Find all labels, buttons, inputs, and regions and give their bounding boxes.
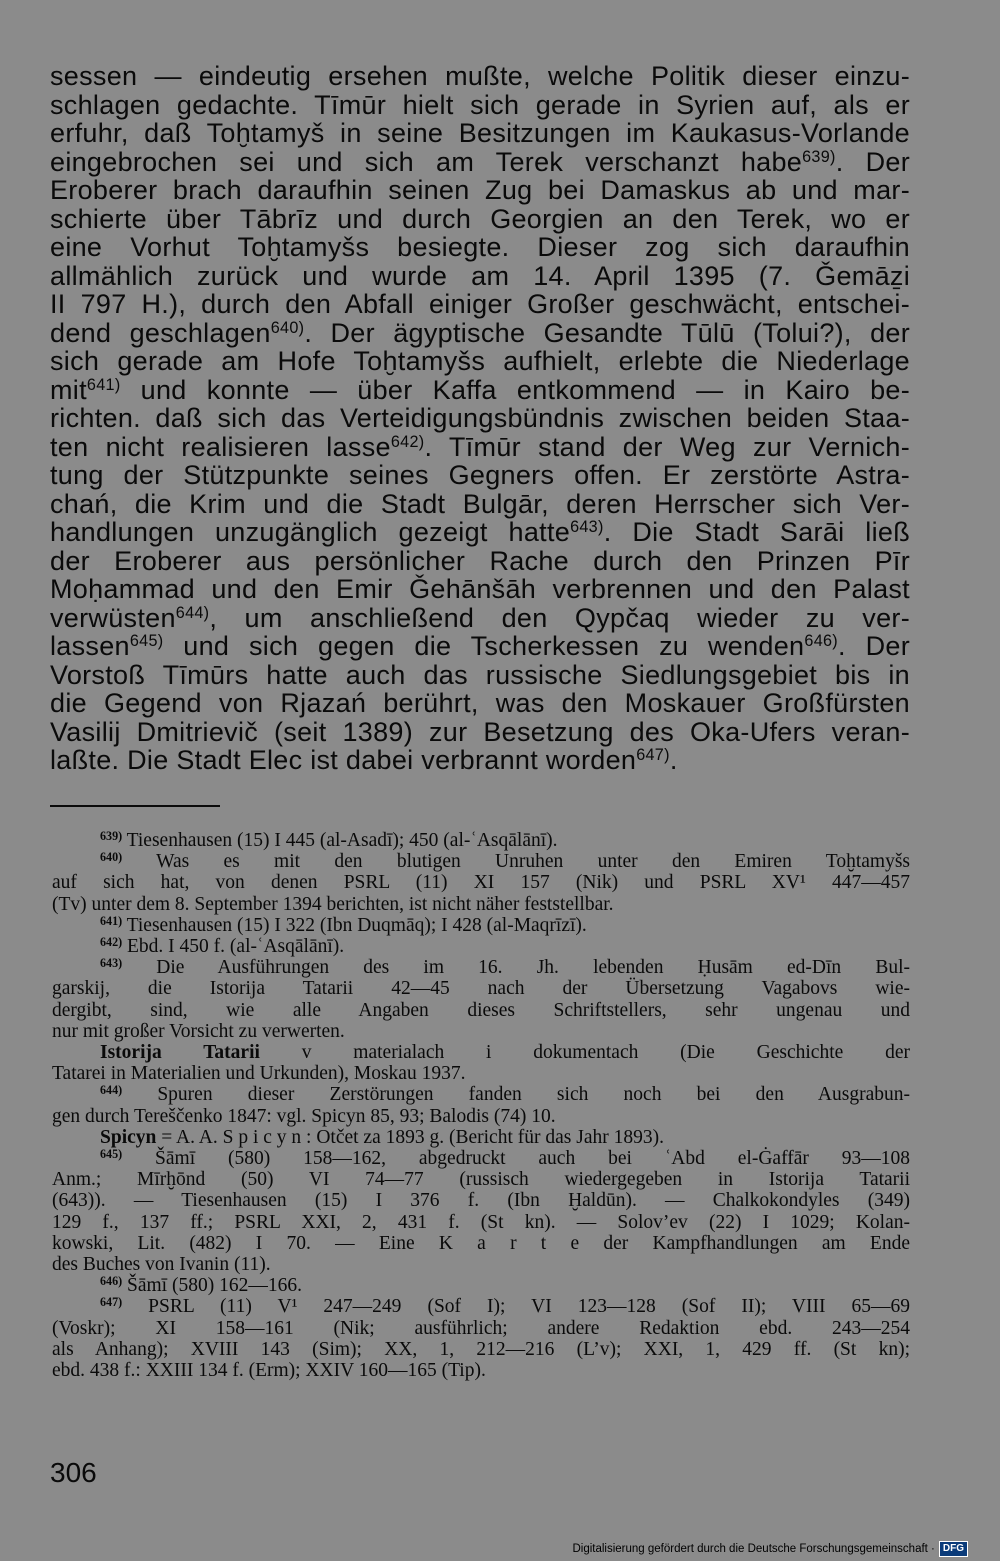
footnote-ref: 641): [86, 375, 121, 394]
footnote-line: [52, 915, 910, 936]
text-line: [50, 233, 910, 262]
text-line: [50, 262, 910, 291]
footnote-number: 639): [100, 828, 123, 843]
footnote-text: PSRL (11) V¹ 247—249 (Sof I); VI 123—128 (Sof II); VIII 65—69: [122, 1296, 910, 1318]
footnote-number: 645): [100, 1147, 123, 1162]
footnote-text: dergibt, sind, wie alle Angaben dieses Schriftstellers, sehr ungenau und: [52, 999, 910, 1021]
text-line: [50, 433, 910, 462]
page-number: 306: [50, 1457, 97, 1488]
footnote-number: 641): [100, 913, 123, 928]
footnote-text: Šāmī (580) 162—166.: [122, 1275, 302, 1297]
bibliography-keyword: Istorija Tatarii: [100, 1042, 260, 1064]
bibliography-keyword: Spicyn: [100, 1126, 157, 1148]
footnote-text: als Anhang); XVIII 143 (Sim); XX, 1, 212—216 (L’v); XXI, 1, 429 ff. (St kn);: [52, 1338, 910, 1360]
footnote-text: Was es mit den blutigen Unruhen unter den Emiren Toḫtamyšs: [122, 851, 910, 873]
text-run: sessen — eindeutig ersehen mußte, welche Politik dieser einzu-: [50, 61, 910, 91]
text-run: .: [669, 745, 678, 775]
credit-text: Digitalisierung gefördert durch die Deutsche Forschungsgemeinschaft ·: [572, 1543, 935, 1555]
text-line: [50, 689, 910, 718]
text-run: schierte über Tābrīz und durch Georgien an den Terek, wo er: [50, 203, 910, 234]
footnote-text: Tatarei in Materialien und Urkunden), Moskau 1937.: [52, 1063, 466, 1085]
text-run: . Der: [835, 146, 910, 177]
footnote-line: [52, 1127, 910, 1148]
text-run: laßte. Die Stadt Elec ist dabei verbrannt worden: [50, 745, 637, 775]
text-run: . Tīmūr stand der Weg zur Vernich-: [424, 431, 910, 462]
footnote-number: 640): [100, 850, 123, 865]
footnote-text: des Buches von Ivanin (11).: [52, 1254, 271, 1276]
text-run: chań, die Krim und die Stadt Bulgār, deren Herrscher sich Ver-: [50, 488, 910, 519]
footnote-ref: 647): [636, 746, 670, 765]
footnote-line: [52, 1233, 910, 1254]
text-line: [50, 319, 910, 348]
text-run: und sich gegen die Tscherkessen zu wenden: [163, 631, 805, 661]
footnote-text: Tiesenhausen (15) I 445 (al-Asadī); 450 (al-ʿAsqālānī).: [122, 830, 558, 851]
footnote-line: [52, 1254, 910, 1275]
footnote-text: Šāmī (580) 158—162, abgedruckt auch bei ʿAbd el-Ġaffār 93—108: [122, 1148, 910, 1170]
footnote-line: [52, 1000, 910, 1021]
text-run: und konnte — über Kaffa entkommend — in Kairo be-: [120, 374, 910, 405]
footnotes: [52, 830, 910, 1381]
footnote-text: Ebd. I 450 f. (al-ʿAsqālānī).: [122, 936, 345, 958]
text-run: dend geschlagen: [50, 317, 271, 348]
text-run: handlungen unzugänglich gezeigt hatte: [50, 517, 571, 547]
text-run: Moḥammad und den Emir Ǧehānšāh verbrennen und den Palast: [50, 574, 910, 604]
footnote-text: (643)). — Tiesenhausen (15) I 376 f. (Ibn Ḫaldūn). — Chalkokondyles (349): [52, 1190, 910, 1212]
footnote-ref: 644): [175, 603, 210, 622]
text-line: [50, 518, 910, 547]
text-line: [50, 718, 910, 747]
footnote-line: [52, 1339, 910, 1360]
text-run: die Gegend von Rjazań berührt, was den Moskauer Großfürsten: [50, 688, 910, 718]
text-line: [50, 347, 910, 376]
footnote-ref: 645): [129, 632, 164, 651]
footnote-text: (Tv) unter dem 8. September 1394 berichten, ist nicht näher feststellbar.: [52, 893, 614, 915]
footnote-text: auf sich hat, von denen PSRL (11) XI 157 (Nik) und PSRL XV¹ 447—457: [52, 872, 910, 894]
text-run: Vasilij Dmitrievič (seit 1389) zur Besetzung des Oka-Ufers veran-: [50, 716, 910, 747]
footnote-line: [52, 1296, 910, 1317]
footnote-line: [52, 1148, 910, 1169]
text-run: sich gerade am Hofe Toḫtamyšs aufhielt, erlebte die Niederlage: [50, 346, 910, 376]
footnote-line: [52, 1084, 910, 1105]
text-run: eingebrochen sei und sich am Terek verschanzt habe: [50, 146, 803, 177]
text-line: [50, 547, 910, 576]
footnote-text: (Voskr); XI 158—161 (Nik; ausführlich; andere Redaktion ebd. 243—254: [52, 1317, 910, 1339]
footnote-line: [52, 1042, 910, 1063]
footnote-line: [52, 978, 910, 999]
text-run: . Der: [838, 631, 911, 661]
text-line: [50, 632, 910, 661]
footnote-text: Tiesenhausen (15) I 322 (Ibn Duqmāq); I 428 (al-Maqrīzī).: [122, 914, 587, 936]
text-run: II 797 H.), durch den Abfall einiger Großer geschwächt, entschei-: [50, 289, 910, 319]
text-run: verwüsten: [50, 602, 176, 633]
footnote-number: 643): [100, 956, 123, 971]
text-run: . Der ägyptische Gesandte Tūlū (Tolui?), der: [304, 317, 910, 348]
footnote-line: [52, 1021, 910, 1042]
footnote-number: 642): [100, 934, 123, 949]
text-line: [50, 490, 910, 519]
text-line: [50, 205, 910, 234]
text-run: schlagen gedachte. Tīmūr hielt sich gerade in Syrien auf, als er: [50, 89, 910, 120]
footnote-line: [52, 1212, 910, 1233]
text-line: [50, 148, 910, 177]
footnote-text: gen durch Tereščenko 1847: vgl. Spicyn 85, 93; Balodis (74) 10.: [52, 1105, 556, 1127]
footnote-number: 646): [100, 1274, 123, 1289]
footnote-text: Spuren dieser Zerstörungen fanden sich noch bei den Ausgrabun-: [122, 1084, 910, 1106]
text-run: richten. daß sich das Verteidigungsbündnis zwischen beiden Staa-: [50, 403, 910, 433]
dfg-logo-icon: DFG: [939, 1541, 968, 1557]
footnote-line: [52, 957, 910, 978]
text-run: mit: [50, 374, 87, 405]
text-line: [50, 176, 910, 205]
footnote-line: [52, 1318, 910, 1339]
footnote-ref: 639): [802, 147, 836, 166]
text-run: erfuhr, daß Toḫtamyš in seine Besitzungen im Kaukasus-Vorlande: [50, 118, 910, 148]
footnote-text: garskij, die Istorija Tatarii 42—45 nach der Übersetzung Vagabovs wie-: [52, 978, 910, 1000]
footnote-number: 647): [100, 1295, 123, 1310]
text-line: [50, 62, 910, 91]
text-line: [50, 461, 910, 490]
text-line: [50, 91, 910, 120]
text-run: ten nicht realisieren lasse: [50, 431, 391, 462]
digitization-credit: [572, 1541, 968, 1557]
footnote-line: [52, 872, 910, 893]
text-line: [50, 376, 910, 405]
footnote-line: [52, 1169, 910, 1190]
text-run: Vorstoß Tīmūrs hatte auch das russische Siedlungsgebiet bis in: [50, 659, 910, 690]
footnote-line: [52, 1360, 910, 1381]
text-line: [50, 604, 910, 633]
footnote-text: v materialach i dokumentach (Die Geschichte der: [259, 1042, 910, 1064]
footnote-separator: [50, 805, 220, 807]
text-run: lassen: [50, 631, 130, 661]
text-line: [50, 404, 910, 433]
footnote-line: [52, 894, 910, 915]
footnote-text: Anm.; Mīrḫōnd (50) VI 74—77 (russisch wiedergegeben in Istorija Tatarii: [52, 1169, 910, 1191]
footnote-ref: 646): [804, 632, 838, 651]
footnote-line: [52, 851, 910, 872]
footnote-text: ebd. 438 f.: XXIII 134 f. (Erm); XXIV 160—165 (Tip).: [52, 1360, 486, 1382]
footnote-text: = A. A. S p i c y n : Otčet za 1893 g. (Bericht für das Jahr 1893).: [156, 1126, 664, 1148]
footnote-ref: 643): [570, 518, 604, 537]
footnote-line: [52, 1190, 910, 1211]
footnote-line: [52, 1063, 910, 1084]
footnote-line: [52, 936, 910, 957]
text-run: allmählich zurück und wurde am 14. April 1395 (7. Ǧemāẕi: [50, 260, 910, 291]
text-line: [50, 290, 910, 319]
main-text: [50, 62, 910, 775]
footnote-text: 129 f., 137 ff.; PSRL XXI, 2, 431 f. (St kn). — Solov’ev (22) I 1029; Kolan-: [52, 1211, 910, 1233]
text-run: . Die Stadt Sarāi ließ: [603, 517, 910, 547]
text-run: eine Vorhut Toḫtamyšs besiegte. Dieser zog sich daraufhin: [50, 232, 910, 262]
text-run: Eroberer brach daraufhin seinen Zug bei Damaskus ab und mar-: [50, 175, 910, 205]
footnote-number: 644): [100, 1083, 123, 1098]
footnote-ref: 642): [390, 432, 425, 451]
footnote-text: kowski, Lit. (482) I 70. — Eine K a r t e der Kampfhandlungen am Ende: [52, 1232, 910, 1254]
text-line: [50, 746, 910, 775]
footnote-text: nur mit großer Vorsicht zu verwerten.: [52, 1020, 345, 1042]
text-run: der Eroberer aus persönlicher Rache durch den Prinzen Pīr: [50, 545, 910, 576]
footnote-line: [52, 1275, 910, 1296]
footnote-line: [52, 1106, 910, 1127]
text-run: tung der Stützpunkte seines Gegners offen. Er zerstörte Astra-: [50, 460, 910, 490]
text-line: [50, 661, 910, 690]
text-line: [50, 119, 910, 148]
text-run: , um anschließend den Qypčaq wieder zu ver-: [209, 602, 910, 633]
footnote-line: [52, 830, 910, 851]
text-line: [50, 575, 910, 604]
footnote-text: Die Ausführungen des im 16. Jh. lebenden Ḥusām ed-Dīn Bul-: [122, 957, 910, 979]
footnote-ref: 640): [270, 318, 305, 337]
